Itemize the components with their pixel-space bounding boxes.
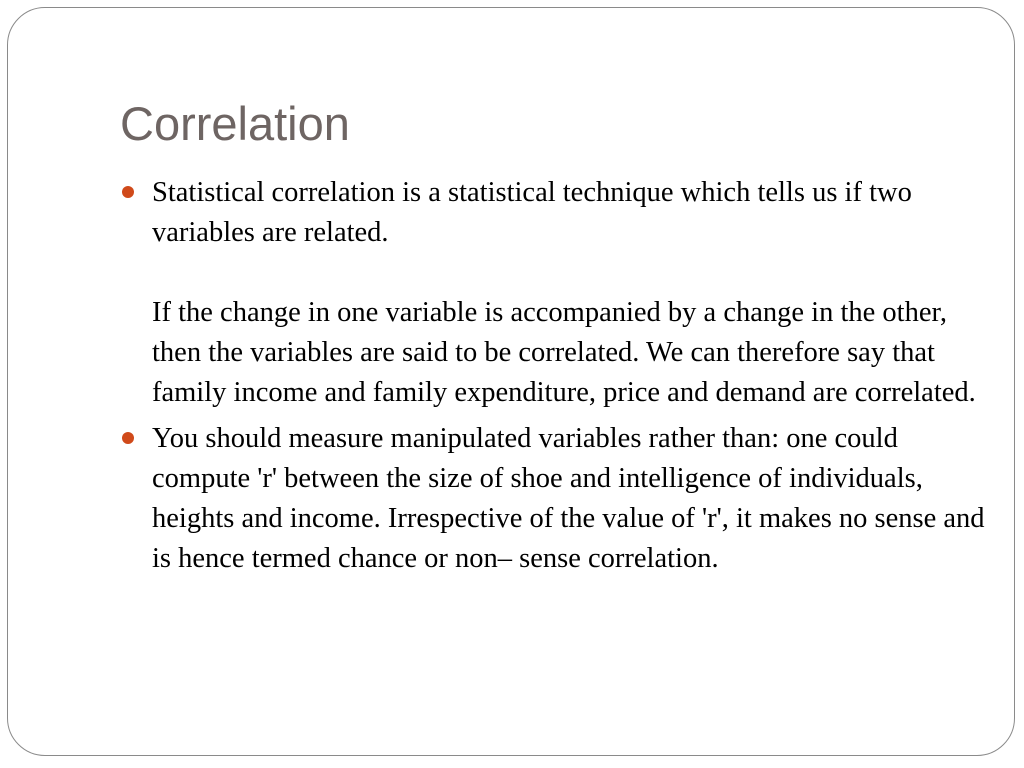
paragraph-gap xyxy=(152,253,990,293)
slide-title: Correlation xyxy=(120,97,350,150)
bullet-item xyxy=(120,173,990,413)
bullet-paragraph: You should measure manipulated variables rather than: one could compute 'r' between the size of shoe and intelligence of individuals, heights and income. Irrespective of the value of 'r', it makes no sense and is hence termed chance or non– sense correlation. xyxy=(152,423,985,574)
bullet-dot-icon xyxy=(122,186,134,198)
bullet-dot-icon xyxy=(122,432,134,444)
bullet-list xyxy=(120,173,990,585)
slide-frame xyxy=(7,7,1015,756)
bullet-paragraph: Statistical correlation is a statistical technique which tells us if two variables are related. xyxy=(152,177,912,248)
bullet-item xyxy=(120,419,990,579)
bullet-paragraph: If the change in one variable is accompanied by a change in the other, then the variables are said to be correlated. We can therefore say that family income and family expenditure, price and demand are correlated. xyxy=(152,297,976,408)
